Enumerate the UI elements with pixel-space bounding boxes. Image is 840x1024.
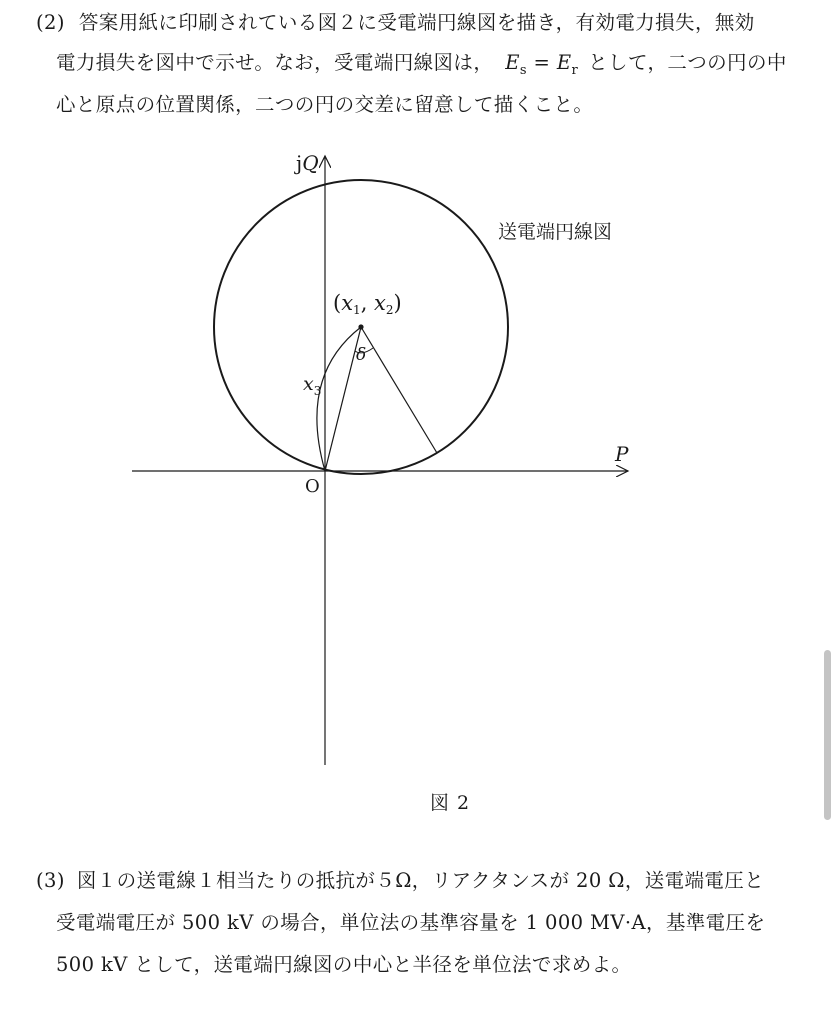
p-axis-label: P	[615, 442, 629, 466]
question-3-text-2: 受電端電圧が 500 kV の場合，単位法の基準容量を 1 000 MV·A，基準電圧を	[56, 911, 766, 934]
vertical-scrollbar[interactable]	[824, 650, 831, 820]
origin-label: O	[305, 476, 320, 497]
question-3-text-1: 図１の送電線１相当たりの抵抗が５Ω，リアクタンスが 20 Ω，送電端電圧と	[76, 869, 765, 892]
jq-axis-label: jQ	[296, 151, 319, 175]
question-3-number: (3)	[36, 869, 65, 892]
center-coordinate-label: (x1, x2)	[333, 291, 402, 317]
question-3-line-3	[56, 952, 631, 978]
math-sub-s: s	[519, 63, 527, 78]
radius-to-point	[361, 327, 437, 453]
x3-arc	[317, 327, 361, 471]
delta-label: δ	[356, 345, 367, 365]
math-equals: =	[526, 51, 557, 74]
math-e-recv: E	[556, 51, 572, 74]
question-3-line-1	[36, 868, 764, 894]
figure-caption: 図 2	[430, 792, 471, 814]
question-3-line-2	[56, 910, 765, 936]
question-3-text-3: 500 kV として，送電端円線図の中心と半径を単位法で求めよ。	[56, 953, 632, 976]
math-sub-r: r	[571, 63, 579, 78]
sending-end-circle-label: 送電端円線図	[498, 221, 613, 243]
question-2-text-2b: として，二つの円の中	[588, 51, 787, 74]
math-e-send: E	[505, 51, 520, 74]
question-2-text-1: 答案用紙に印刷されている図２に受電端円線図を描き，有効電力損失，無効	[78, 11, 755, 34]
question-2-text-3: 心と原点の位置関係，二つの円の交差に留意して描くこと。	[56, 93, 594, 116]
question-2-number: (2)	[36, 11, 65, 34]
x3-label: $x_3$	[303, 373, 322, 398]
question-2-text-2a: 電力損失を図中で示せ。なお，受電端円線図は，	[56, 51, 494, 74]
